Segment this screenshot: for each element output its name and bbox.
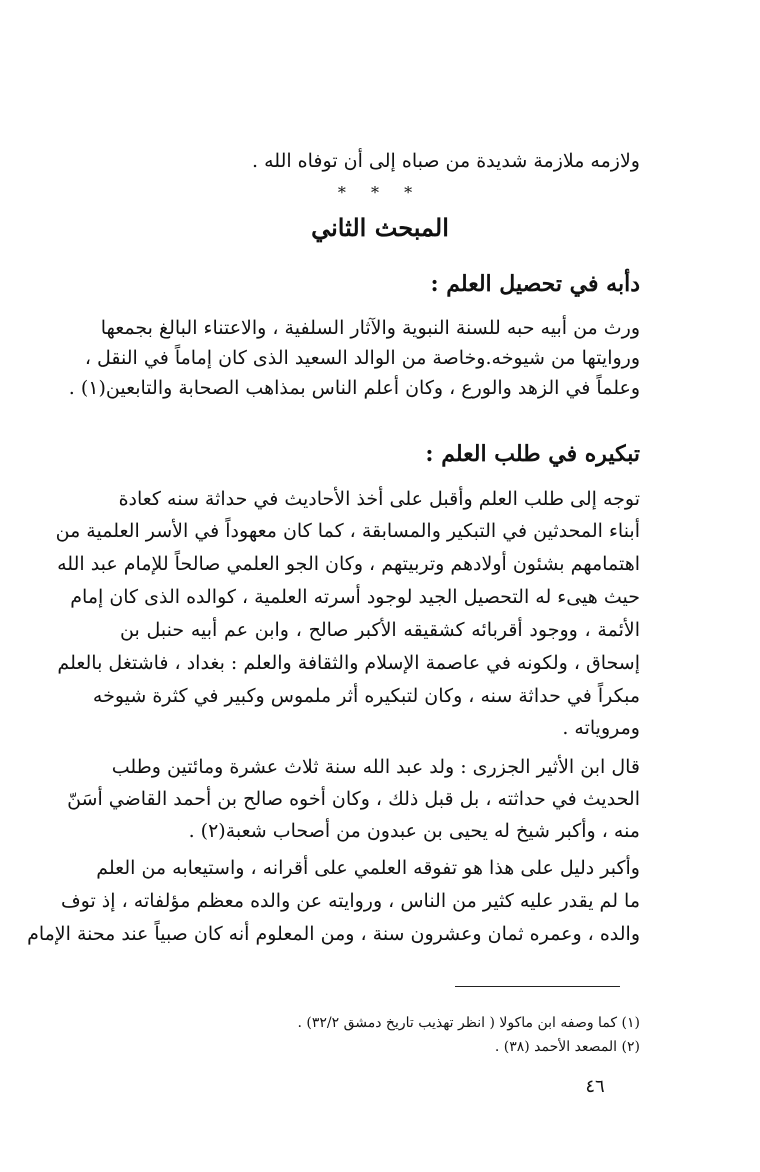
- paragraph-line: أبناء المحدثين في التبكير والمسابقة ، كما كان معهوداً في الأسر العلمية من: [55, 520, 640, 542]
- paragraph-line: قال ابن الأثير الجزرى : ولد عبد الله سنة ثلاث عشرة ومائتين وطلب: [111, 756, 640, 778]
- footnote-1: (١) كما وصفه ابن ماكولا ( انظر تهذيب تاريخ دمشق ٣٢/٢) .: [297, 1015, 640, 1031]
- paragraph-line: ورث من أبيه حبه للسنة النبوية والآثار السلفية ، والاعتناء البالغ بجمعها: [100, 317, 640, 339]
- paragraph-line: إسحاق ، ولكونه في عاصمة الإسلام والثقافة والعلم : بغداد ، فاشتغل بالعلم: [57, 652, 640, 674]
- intro-line: ولازمه ملازمة شديدة من صباه إلى أن توفاه الله .: [252, 150, 640, 172]
- paragraph-line: ما لم يقدر عليه كثير من الناس ، وروايته عن والده معظم مؤلفاته ، إذ توف: [60, 890, 640, 912]
- heading-early-learning: تبكيره في طلب العلم :: [425, 441, 640, 467]
- paragraph-line: اهتمامهم بشئون أولادهم وتربيتهم ، وكان الجو العلمي صالحاً للإمام عبد الله: [57, 553, 640, 575]
- section-separator: * * *: [337, 183, 423, 202]
- paragraph-line: والده ، وعمره ثمان وعشرون سنة ، ومن المعلوم أنه كان صبياً عند محنة الإمام: [27, 923, 640, 945]
- paragraph-line: منه ، وأكبر شيخ له يحيى بن عبدون من أصحاب شعبة(٢) .: [188, 820, 640, 842]
- paragraph-line: الأئمة ، ووجود أقربائه كشقيقه الأكبر صالح ، وابن عم أبيه حنبل بن: [120, 619, 640, 641]
- paragraph-line: وروايتها من شيوخه.وخاصة من الوالد السعيد الذى كان إماماً في النقل ،: [84, 347, 640, 369]
- paragraph-line: ومروياته .: [562, 717, 640, 739]
- heading-study-habits: دأبه في تحصيل العلم :: [430, 271, 640, 297]
- paragraph-line: توجه إلى طلب العلم وأقبل على أخذ الأحاديث في حداثة سنه كعادة: [118, 488, 640, 510]
- section-title: المبحث الثاني: [311, 213, 449, 242]
- paragraph-line: حيث هيىء له التحصيل الجيد لوجود أسرته العلمية ، كوالده الذى كان إمام: [70, 586, 640, 608]
- paragraph-line: الحديث في حداثته ، بل قبل ذلك ، وكان أخوه صالح بن أحمد القاضي أسَنّ: [67, 788, 640, 810]
- paragraph-line: وأكبر دليل على هذا هو تفوقه العلمي على أقرانه ، واستيعابه من العلم: [96, 857, 640, 879]
- footnote-2: (٢) المصعد الأحمد (٣٨) .: [494, 1039, 640, 1055]
- footnote-divider: [455, 986, 620, 987]
- paragraph-line: مبكراً في حداثة سنه ، وكان لتبكيره أثر ملموس وكبير في كثرة شيوخه: [92, 685, 640, 707]
- page-number: ٤٦: [585, 1076, 605, 1097]
- paragraph-line: وعلماً في الزهد والورع ، وكان أعلم الناس بمذاهب الصحابة والتابعين(١) .: [68, 377, 640, 399]
